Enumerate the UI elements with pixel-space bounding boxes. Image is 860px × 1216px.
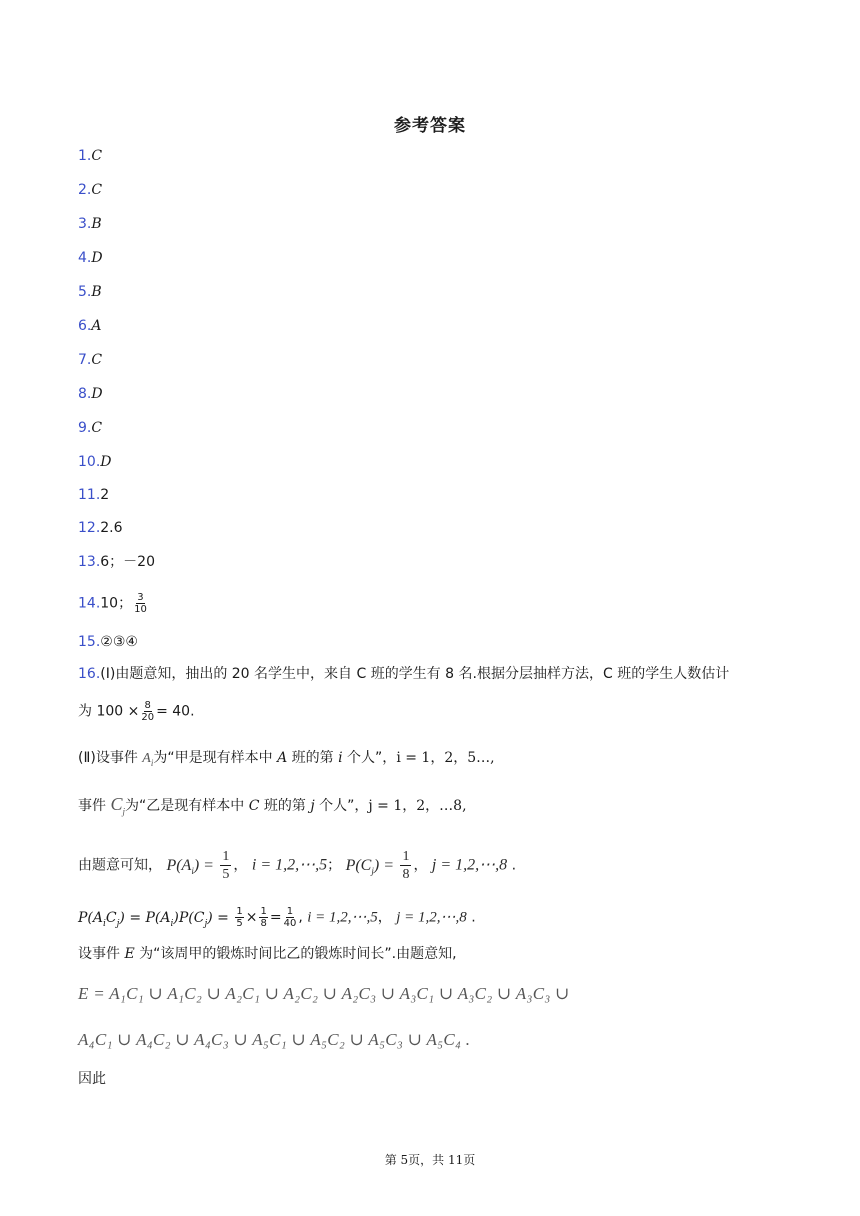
math-text: × — [245, 909, 258, 926]
answer-value: A — [91, 318, 102, 334]
answer-item — [78, 518, 123, 538]
fraction-denominator: 20 — [141, 712, 155, 723]
fraction-denominator: 8 — [260, 918, 267, 929]
q16-text: j = 1，2，…8, — [368, 798, 467, 814]
answer-number: 3. — [78, 216, 92, 232]
answer-item — [78, 180, 102, 200]
q16-line-6 — [78, 906, 476, 933]
q16-text: 个人”， — [347, 750, 397, 766]
page-title: 参考答案 — [394, 116, 466, 136]
q16-line-2 — [78, 700, 195, 723]
answer-item-14 — [78, 592, 149, 615]
q16-text: i = 1，2，5…, — [396, 750, 495, 766]
subscript: i — [150, 757, 154, 768]
answer-number: 8. — [78, 386, 92, 402]
answer-value: B — [91, 216, 102, 232]
q16-line-10: 因此 — [78, 1071, 106, 1087]
q16-text: 班的第 — [291, 750, 334, 766]
q16-text: 事件 — [78, 798, 106, 814]
answer-number: 2. — [78, 182, 92, 198]
answer-number: 15. — [78, 634, 101, 650]
fraction-numerator: 3 — [137, 592, 144, 603]
math-text: ) = P(A — [119, 909, 171, 926]
subscript: j — [116, 918, 120, 929]
q16-text: 由题意可知， — [78, 857, 162, 874]
q16-text: . — [471, 909, 476, 926]
answer-number: 6. — [78, 318, 92, 334]
answer-number: 16. — [78, 666, 101, 682]
math-image-i-range: i = 1,2,⋯,5 — [251, 856, 328, 874]
subscript: i — [191, 865, 194, 876]
fraction — [141, 700, 154, 723]
fraction-denominator: 10 — [134, 604, 147, 615]
fraction — [220, 848, 231, 883]
math-image-PAi — [166, 857, 214, 874]
math-image-Cj: $C_j$ — [110, 794, 125, 817]
q16-text: ， — [233, 857, 248, 874]
math-image-i-range: i = 1,2,⋯,5 — [307, 909, 378, 926]
q16-text: ， — [413, 857, 428, 874]
fraction — [400, 848, 411, 883]
q16-text: 为“该周甲的锻炼时间比乙的锻炼时间长”.由题意知, — [139, 946, 457, 962]
answer-number: 10. — [78, 454, 101, 470]
subscript: i — [170, 918, 174, 929]
answer-value: C — [91, 148, 103, 164]
answer-value: C — [91, 420, 103, 436]
answer-item — [78, 384, 103, 404]
answer-item — [78, 350, 102, 370]
fraction-denominator: 8 — [402, 867, 410, 882]
answer-item — [78, 214, 102, 234]
answer-number: 4. — [78, 250, 92, 266]
answer-item — [78, 632, 138, 652]
answer-value: 10； — [100, 595, 133, 612]
answer-value: C — [91, 182, 103, 198]
q16-line-7 — [78, 944, 457, 964]
answer-number: 12. — [78, 520, 101, 536]
answer-number: 13. — [78, 554, 101, 570]
fraction-numerator: 1 — [236, 906, 243, 917]
answer-item — [78, 452, 112, 472]
fraction-numerator: 1 — [286, 906, 294, 917]
subscript: j — [122, 806, 125, 817]
fraction — [259, 906, 267, 929]
answer-item — [78, 316, 101, 336]
answer-number: 14. — [78, 595, 101, 612]
q16-text: 班的第 — [263, 798, 306, 814]
math-text: = — [269, 909, 282, 926]
answer-value: D — [100, 454, 112, 470]
answer-value: ②③④ — [100, 634, 138, 650]
fraction-denominator: 5 — [222, 867, 230, 882]
fraction-numerator: 1 — [222, 849, 230, 864]
answer-number: 9. — [78, 420, 92, 436]
q16-text: A — [277, 750, 288, 766]
q16-text: 为“乙是现有样本中 — [124, 798, 245, 814]
math-text: C — [105, 909, 117, 926]
q16-line-4 — [78, 794, 467, 822]
math-image-Ai: $A_i$ — [142, 751, 154, 768]
q16-text: 为 100 × — [78, 703, 140, 720]
q16-line-1 — [78, 664, 729, 684]
answer-number: 1. — [78, 148, 92, 164]
q16-text: . — [511, 857, 517, 874]
fraction-denominator: 5 — [236, 918, 243, 929]
answer-number: 5. — [78, 284, 92, 300]
answer-value: C — [91, 352, 103, 368]
q16-text: i — [338, 750, 343, 766]
fraction-numerator: 1 — [260, 906, 267, 917]
math-text: P(A — [166, 856, 192, 874]
answer-value: B — [91, 284, 102, 300]
fraction-numerator: 1 — [402, 849, 410, 864]
math-text: ) = — [373, 856, 394, 874]
fraction — [235, 906, 243, 929]
answer-item — [78, 552, 155, 572]
answer-item — [78, 485, 109, 505]
q16-line-3 — [78, 748, 495, 773]
fraction-numerator: 8 — [144, 700, 151, 711]
math-text: ) = — [193, 856, 214, 874]
q16-text: (Ⅰ)由题意知，抽出的 20 名学生中，来自 C 班的学生有 8 名.根据分层抽样方法，C 班的学生人数估计 — [100, 666, 730, 682]
answer-value: D — [91, 386, 103, 402]
subscript: j — [371, 865, 374, 876]
fraction — [284, 906, 297, 929]
math-image-j-range: j = 1,2,⋯,8 — [396, 909, 467, 926]
math-text: P(A — [78, 909, 103, 926]
page-footer: 第 5页，共 11页 — [384, 1153, 476, 1167]
math-formula — [78, 909, 229, 929]
math-image-union-line-1: E = A₁C₁ ∪ A₁C₂ ∪ A₂C₁ ∪ A₂C₂ ∪ A₂C₃ ∪ A₃C₁ ∪ A₃C₂ ∪ A₃C₃ ∪ — [78, 984, 570, 1003]
subscript: j — [204, 918, 208, 929]
answer-value: 2 — [100, 487, 110, 503]
math-image-union-line-2: A₄C₁ ∪ A₄C₂ ∪ A₄C₃ ∪ A₅C₁ ∪ A₅C₂ ∪ A₅C₃ ∪ A₅C₄ . — [78, 1030, 471, 1049]
q16-text: 为“甲是现有样本中 — [153, 750, 273, 766]
answer-value: D — [91, 250, 103, 266]
math-text: )P(C — [173, 909, 205, 926]
answer-item — [78, 282, 102, 302]
q16-text: (Ⅱ)设事件 — [78, 750, 138, 766]
answer-number: 11. — [78, 487, 101, 503]
q16-text: j — [310, 798, 315, 814]
q16-line-5 — [78, 848, 516, 883]
math-text: ) = — [207, 909, 229, 926]
answer-item — [78, 418, 102, 438]
answer-item — [78, 248, 103, 268]
q16-text: = 40. — [156, 703, 195, 720]
math-image-j-range: j = 1,2,⋯,8 — [431, 856, 508, 874]
fraction-denominator: 40 — [283, 918, 297, 929]
answer-number: 7. — [78, 352, 92, 368]
math-text: , — [298, 909, 303, 926]
q16-text: ， — [377, 909, 392, 926]
answer-item — [78, 146, 102, 166]
answer-value: 6；－20 — [100, 554, 155, 570]
fraction — [134, 592, 147, 615]
q16-text: ； — [327, 857, 342, 874]
answer-value: 2.6 — [100, 520, 123, 536]
math-text: P(C — [345, 856, 372, 874]
q16-text: E — [124, 946, 135, 962]
q16-text: 设事件 — [78, 946, 120, 962]
q16-text: 个人”， — [319, 798, 369, 814]
subscript: i — [103, 918, 106, 929]
math-image-PCj — [346, 857, 394, 874]
q16-text: C — [248, 798, 260, 814]
